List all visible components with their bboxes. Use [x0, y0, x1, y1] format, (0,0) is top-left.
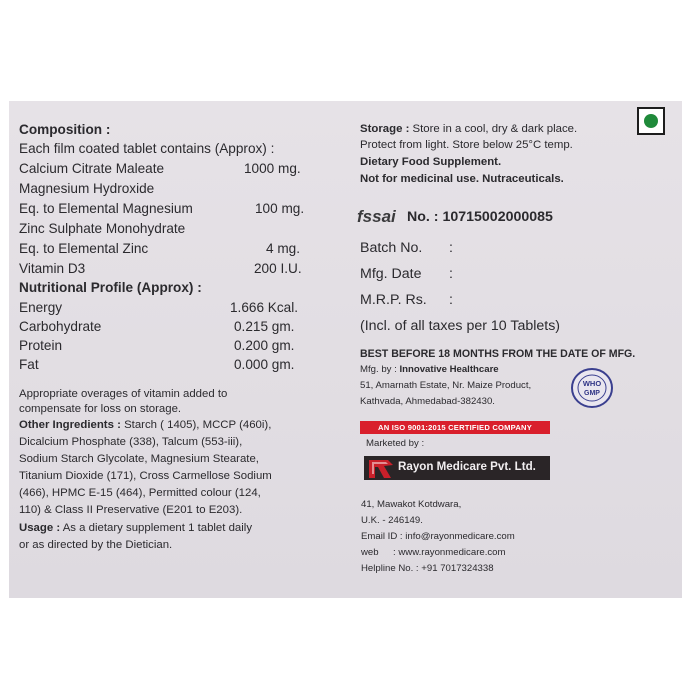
manufacturer-address: Kathvada, Ahmedabad-382430. [360, 396, 495, 407]
iso-banner: AN ISO 9001:2015 CERTIFIED COMPANY [360, 421, 550, 434]
composition-amount: 200 I.U. [254, 261, 302, 276]
marketer-address: U.K. - 246149. [361, 515, 423, 526]
web-label: web [361, 547, 379, 558]
other-ingredients-text: Starch ( 1405), MCCP (460i), [124, 419, 272, 431]
other-ingredients-text: 110) & Class II Preservative (E201 to E203). [19, 504, 243, 516]
email-line [361, 531, 515, 543]
manufacturer-address: 51, Amarnath Estate, Nr. Maize Product, [360, 380, 532, 391]
storage-line [360, 122, 577, 137]
nutraceutical-note: Not for medicinal use. Nutraceuticals. [360, 173, 564, 185]
composition-amount: 100 mg. [255, 201, 305, 216]
composition-item: Calcium Citrate Maleate [19, 161, 165, 176]
nutrition-item: Fat [19, 357, 39, 372]
nutrition-heading: Nutritional Profile (Approx) : [19, 280, 202, 295]
manufacturer-name: Innovative Healthcare [399, 364, 499, 375]
overages-note: compensate for loss on storage. [19, 403, 182, 415]
mfg-date-separator: : [449, 266, 453, 282]
nutrition-item: Energy [19, 300, 63, 315]
storage-text: Store in a cool, dry & dark place. [412, 123, 578, 135]
composition-item: Magnesium Hydroxide [19, 181, 155, 196]
overages-note: Appropriate overages of vitamin added to [19, 388, 228, 400]
best-before: BEST BEFORE 18 MONTHS FROM THE DATE OF MFG. [360, 348, 636, 360]
nutrition-amount: 0.000 gm. [234, 357, 295, 372]
marketer-name: Rayon Medicare Pvt. Ltd. [398, 460, 536, 473]
fssai-logo-text: fssai [357, 207, 396, 226]
nutrition-amount: 0.200 gm. [234, 338, 295, 353]
storage-text: Protect from light. Store below 25°C temp. [360, 139, 573, 151]
composition-intro: Each film coated tablet contains (Approx) : [19, 141, 275, 156]
usage-text: or as directed by the Dietician. [19, 539, 173, 551]
who-gmp-badge-icon [570, 367, 614, 409]
helpline-value: +91 7017324338 [421, 563, 494, 574]
nutrition-amount: 0.215 gm. [234, 319, 295, 334]
composition-item: Eq. to Elemental Magnesium [19, 201, 193, 216]
fssai-number: No. : 10715002000085 [407, 209, 553, 225]
mrp-incl-note: (Incl. of all taxes per 10 Tablets) [360, 318, 561, 334]
nutrition-item: Carbohydrate [19, 319, 102, 334]
who-badge-bottom: GMP [584, 390, 600, 397]
product-label [9, 101, 682, 598]
usage-text: As a dietary supplement 1 tablet daily [62, 522, 253, 534]
mrp-separator: : [449, 292, 453, 308]
batch-label: Batch No. [360, 240, 423, 256]
rayon-logo-banner [364, 456, 550, 480]
web-line [393, 547, 506, 559]
nutrition-item: Protein [19, 338, 63, 353]
dietary-note: Dietary Food Supplement. [360, 156, 502, 168]
other-ingredients-text: (466), HPMC E-15 (464), Permitted colour (124, [19, 487, 261, 499]
web-value: www.rayonmedicare.com [398, 547, 506, 558]
batch-separator: : [449, 240, 453, 256]
mrp-label: M.R.P. Rs. [360, 292, 427, 308]
composition-item: Zinc Sulphate Monohydrate [19, 221, 186, 236]
email-value: info@rayonmedicare.com [405, 531, 515, 542]
other-ingredients-text: Titanium Dioxide (171), Cross Carmellose Sodium [19, 470, 272, 482]
marketer-address: 41, Mawakot Kotdwara, [361, 499, 462, 510]
rayon-logo-icon [368, 457, 394, 479]
manufacturer-line [360, 364, 499, 376]
mfg-date-label: Mfg. Date [360, 266, 422, 282]
nutrition-amount: 1.666 Kcal. [230, 300, 299, 315]
storage-heading: Storage : [360, 123, 410, 135]
usage-line [19, 521, 252, 536]
helpline-line [361, 563, 494, 575]
other-ingredients-text: Sodium Starch Glycolate, Magnesium Stearate, [19, 453, 259, 465]
vegetarian-mark-icon [637, 107, 665, 135]
other-ingredients-text: Dicalcium Phosphate (338), Talcum (553-iii), [19, 436, 243, 448]
composition-amount: 4 mg. [266, 241, 300, 256]
composition-heading: Composition : [19, 122, 111, 137]
usage-heading: Usage : [19, 522, 61, 534]
other-ingredients-line [19, 418, 271, 433]
composition-item: Eq. to Elemental Zinc [19, 241, 149, 256]
manufacturer-label: Mfg. by : [360, 364, 397, 375]
who-badge-top: WHO [582, 379, 602, 388]
web-separator: : [393, 547, 396, 558]
other-ingredients-heading: Other Ingredients : [19, 419, 121, 431]
email-label: Email ID : [361, 531, 403, 542]
composition-item: Vitamin D3 [19, 261, 86, 276]
fssai-logo [357, 207, 396, 227]
helpline-label: Helpline No. : [361, 563, 419, 574]
composition-amount: 1000 mg. [244, 161, 301, 176]
marketed-by-label: Marketed by : [366, 438, 425, 449]
